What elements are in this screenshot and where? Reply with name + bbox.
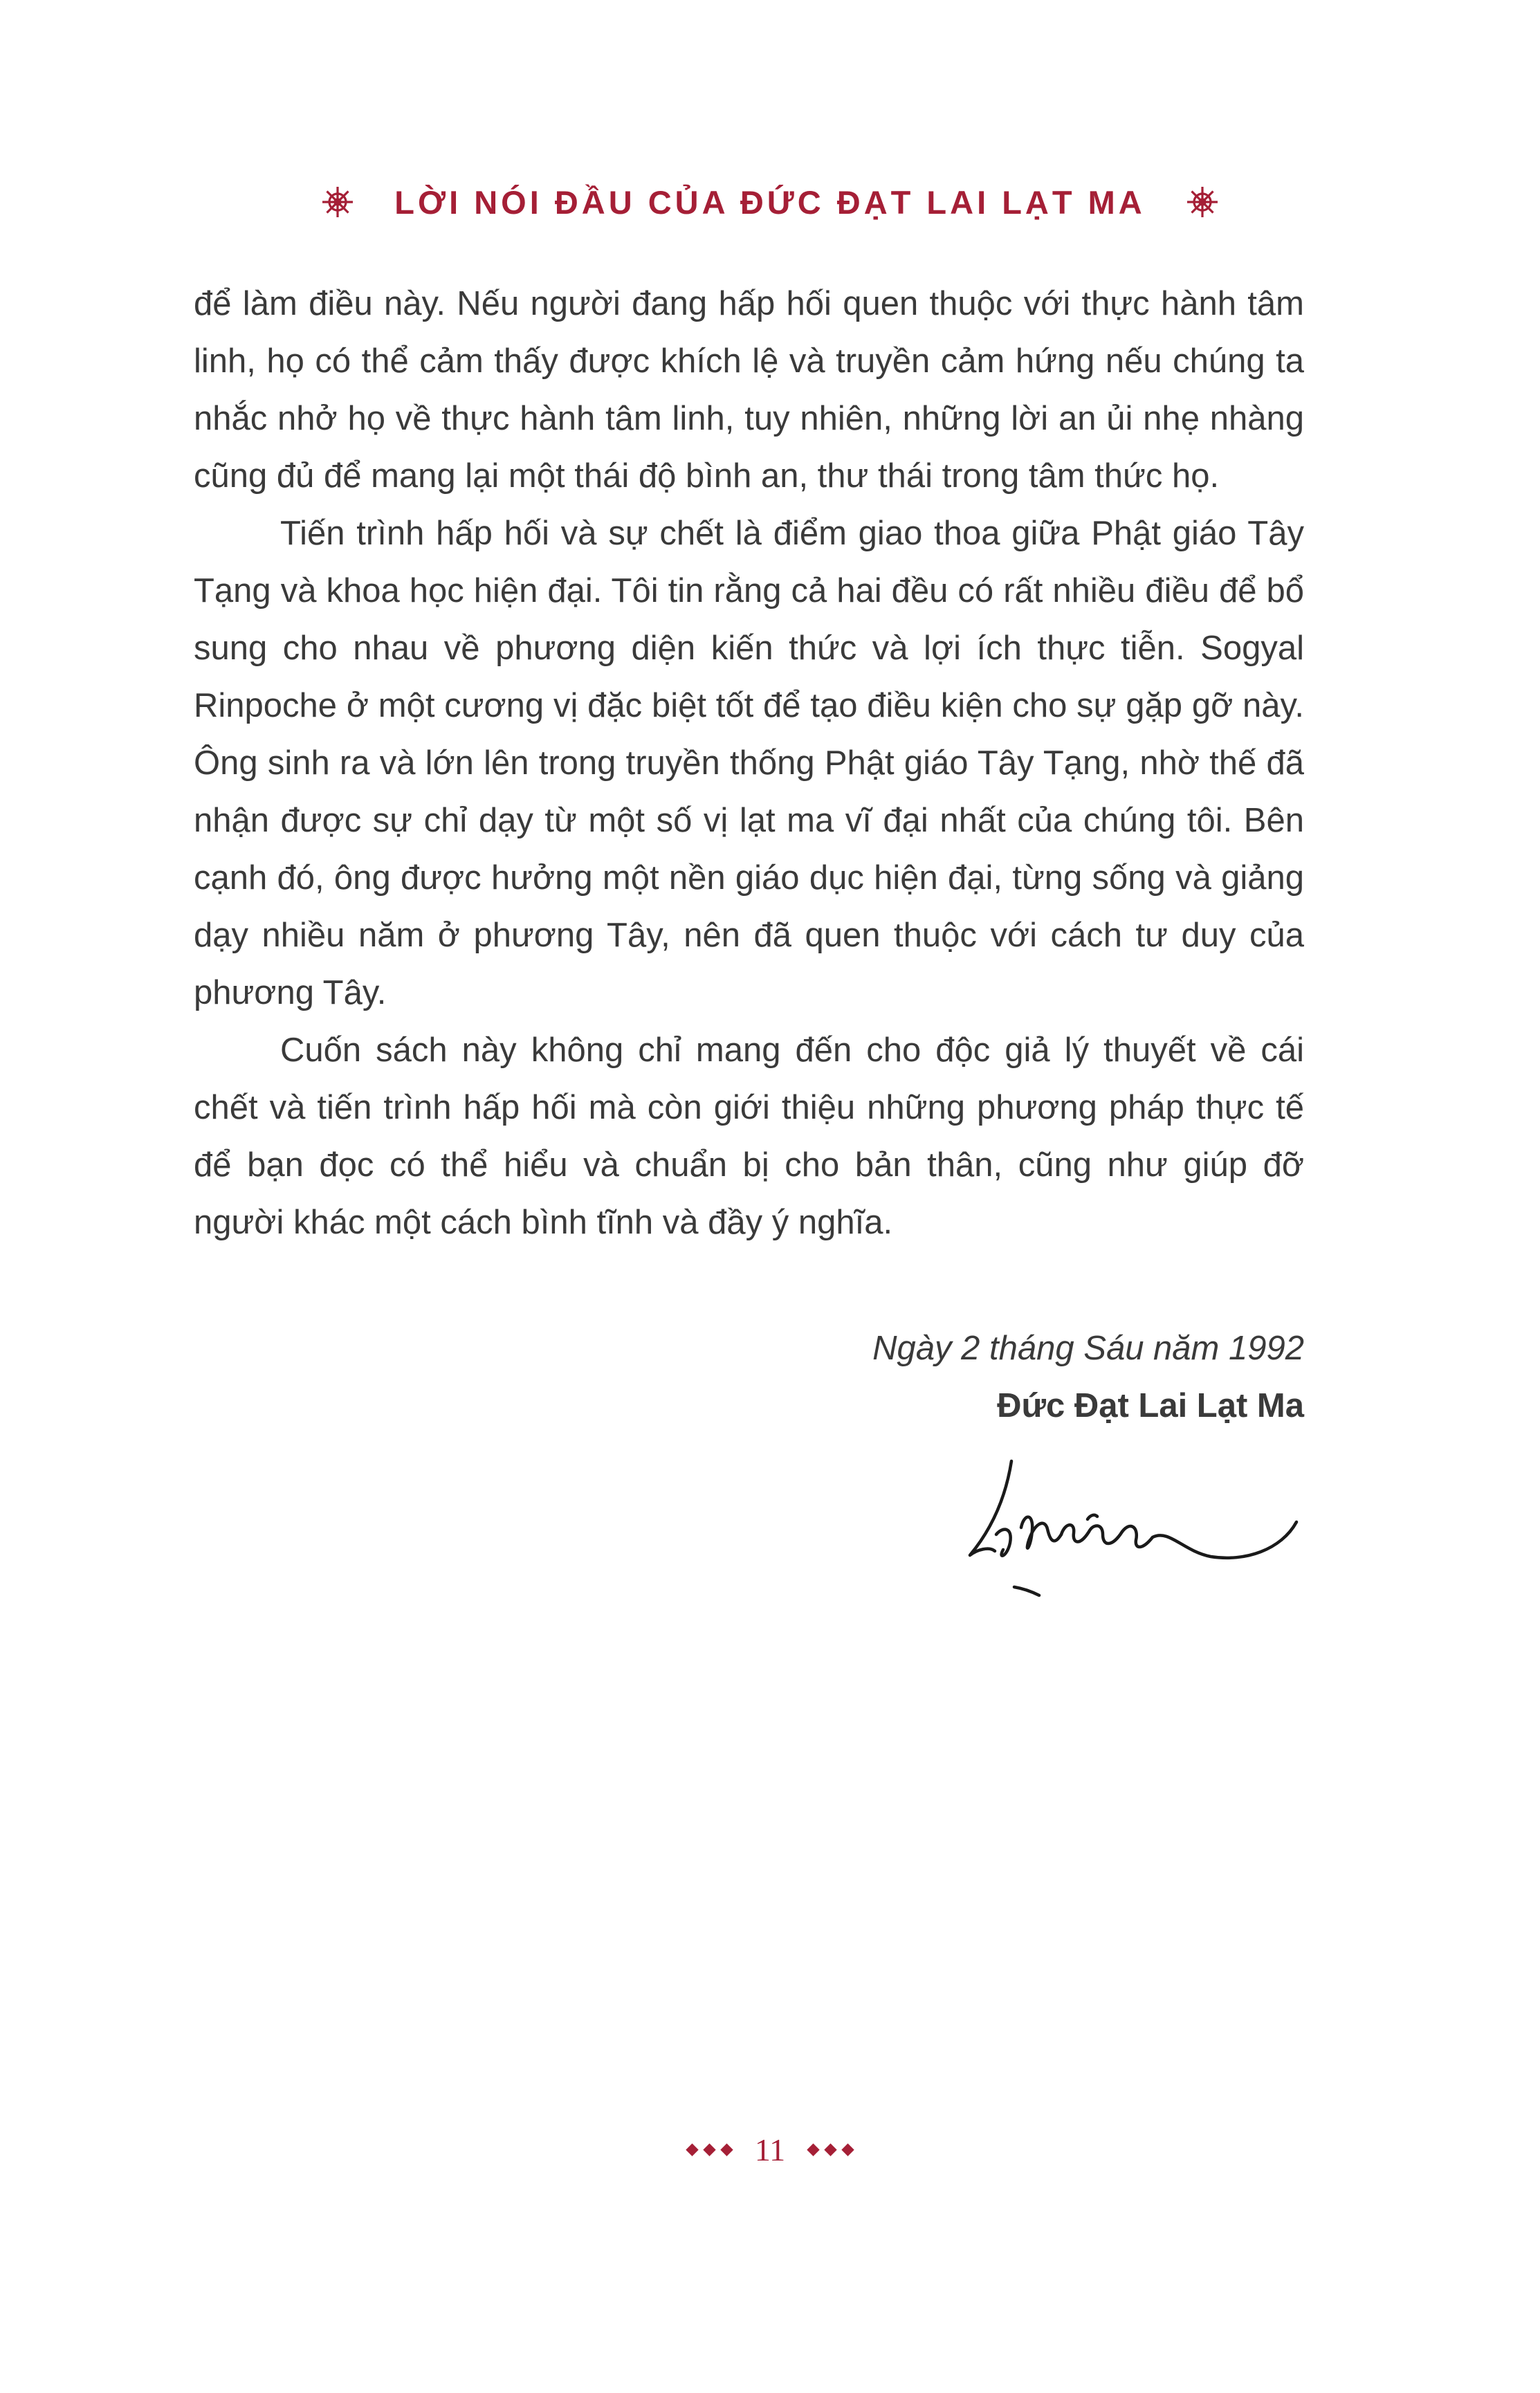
ornament-right <box>809 2145 852 2154</box>
paragraph: Cuốn sách này không chỉ mang đến cho độc giả lý thuyết về cái chết và tiến trình hấp hối mà còn giới thiệu những phương pháp thực tế để bạn đọc có thể hiểu và chuẩn bị cho bản thân, cũng như giúp đỡ người khác một cách bình tĩnh và đầy ý nghĩa. <box>194 1032 1304 1241</box>
handwritten-signature <box>962 1446 1308 1605</box>
page-number: 11 <box>754 2131 786 2167</box>
diamond-ornament-icon <box>841 2143 854 2156</box>
diamond-ornament-icon <box>703 2143 715 2156</box>
diamond-ornament-icon <box>720 2143 733 2156</box>
ornament-left <box>688 2145 731 2154</box>
paragraph: để làm điều này. Nếu người đang hấp hối quen thuộc với thực hành tâm linh, họ có thể cảm thấy được khích lệ và truyền cảm hứng nếu chúng ta nhắc nhở họ về thực hành tâm linh, tuy nhiên, những lời an ủi nhẹ nhàng cũng đủ để mang lại một thái độ bình an, thư thái trong tâm thức họ. <box>194 285 1304 495</box>
sign-off-name: Đức Đạt Lai Lạt Ma <box>997 1387 1304 1424</box>
body-text <box>194 275 1304 1251</box>
sign-off-date: Ngày 2 tháng Sáu năm 1992 <box>872 1330 1304 1367</box>
running-header <box>0 181 1540 223</box>
page-footer <box>0 2125 1540 2174</box>
diamond-ornament-icon <box>686 2143 698 2156</box>
dharma-wheel-icon <box>1186 185 1219 219</box>
header-title: LỜI NÓI ĐẦU CỦA ĐỨC ĐẠT LAI LẠT MA <box>394 183 1146 221</box>
dharma-wheel-icon <box>321 185 354 219</box>
diamond-ornament-icon <box>824 2143 836 2156</box>
diamond-ornament-icon <box>807 2143 819 2156</box>
sign-off <box>872 1320 1304 1435</box>
paragraph: Tiến trình hấp hối và sự chết là điểm giao thoa giữa Phật giáo Tây Tạng và khoa học hiện đại. Tôi tin rằng cả hai đều có rất nhiều điều để bổ sung cho nhau về phương diện kiến thức và lợi ích thực tiễn. Sogyal Rinpoche ở một cương vị đặc biệt tốt để tạo điều kiện cho sự gặp gỡ này. Ông sinh ra và lớn lên trong truyền thống Phật giáo Tây Tạng, nhờ thế đã nhận được sự chỉ dạy từ một số vị lạt ma vĩ đại nhất của chúng tôi. Bên cạnh đó, ông được hưởng một nền giáo dục hiện đại, từng sống và giảng dạy nhiều năm ở phương Tây, nên đã quen thuộc với cách tư duy của phương Tây. <box>194 515 1304 1011</box>
